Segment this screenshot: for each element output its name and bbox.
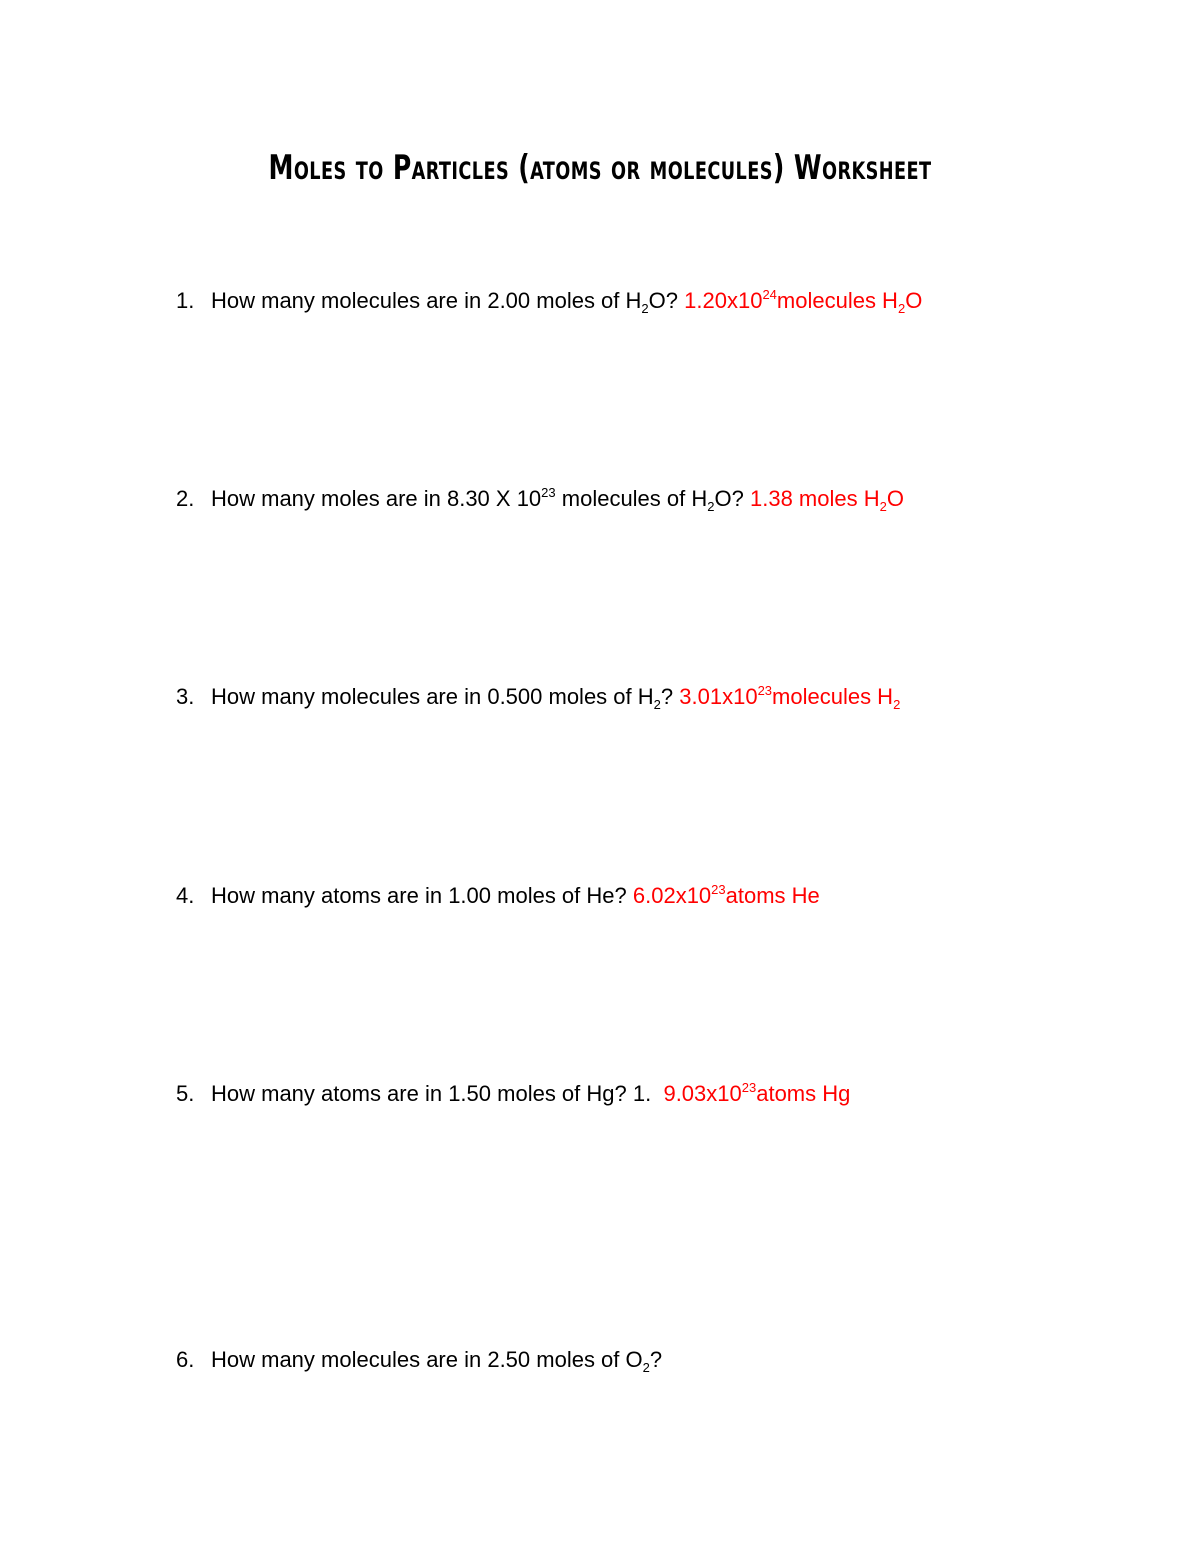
question-text: ? xyxy=(649,1347,663,1372)
answer-mantissa: 3.01x10 xyxy=(679,684,758,709)
question-number: 2. xyxy=(176,486,195,511)
answer-unit: 1.38 moles H xyxy=(749,486,880,511)
answer-text xyxy=(663,1081,850,1106)
subscript: 2 xyxy=(641,301,649,316)
answer-mantissa: 6.02x10 xyxy=(632,883,712,908)
question-text: How many atoms are in 1.00 moles of He? xyxy=(211,883,627,908)
answer-mantissa: 1.20x10 xyxy=(684,288,763,313)
question-text: How many molecules are in 2.50 moles of O xyxy=(211,1347,643,1372)
subscript: 2 xyxy=(642,1360,650,1375)
answer-unit: molecules H xyxy=(776,288,898,313)
superscript: 24 xyxy=(762,287,777,302)
question-6 xyxy=(176,1346,662,1374)
question-text: O? xyxy=(648,288,679,313)
question-number: 5. xyxy=(176,1081,195,1106)
answer-unit: O xyxy=(905,288,923,313)
question-number: 4. xyxy=(176,883,195,908)
answer-mantissa: 9.03x10 xyxy=(663,1081,742,1106)
worksheet-title: Moles to Particles (atoms or molecules) Worksheet xyxy=(268,148,932,188)
answer-text xyxy=(679,683,901,712)
answer-unit: O xyxy=(886,486,904,511)
question-number: 1. xyxy=(176,288,195,313)
question-2 xyxy=(176,485,904,513)
superscript: 23 xyxy=(541,485,556,500)
superscript: 23 xyxy=(711,882,726,897)
question-text: O? xyxy=(714,486,744,511)
subscript: 2 xyxy=(893,697,901,712)
question-3 xyxy=(176,683,900,711)
subscript: 2 xyxy=(879,499,887,514)
question-1 xyxy=(176,287,922,315)
question-4 xyxy=(176,882,820,910)
question-number: 3. xyxy=(176,684,195,709)
question-text: ? xyxy=(660,684,674,709)
question-text: molecules of H xyxy=(555,486,708,511)
question-text: How many molecules are in 0.500 moles of H xyxy=(211,684,654,709)
superscript: 23 xyxy=(757,683,773,698)
subscript: 2 xyxy=(653,697,661,712)
superscript: 23 xyxy=(741,1080,757,1095)
question-text: How many atoms are in 1.50 moles of Hg? 1. xyxy=(211,1081,652,1106)
answer-text xyxy=(633,883,820,908)
answer-unit: atoms Hg xyxy=(756,1081,851,1106)
answer-unit: molecules H xyxy=(772,684,894,709)
answer-text xyxy=(749,486,904,514)
answer-text xyxy=(684,287,923,316)
question-5 xyxy=(176,1080,850,1108)
question-text: How many moles are in 8.30 X 10 xyxy=(211,486,542,511)
question-text: How many molecules are in 2.00 moles of H xyxy=(211,288,642,313)
subscript: 2 xyxy=(707,499,715,514)
subscript: 2 xyxy=(897,301,906,316)
answer-unit: atoms He xyxy=(725,883,820,908)
question-number: 6. xyxy=(176,1347,195,1372)
